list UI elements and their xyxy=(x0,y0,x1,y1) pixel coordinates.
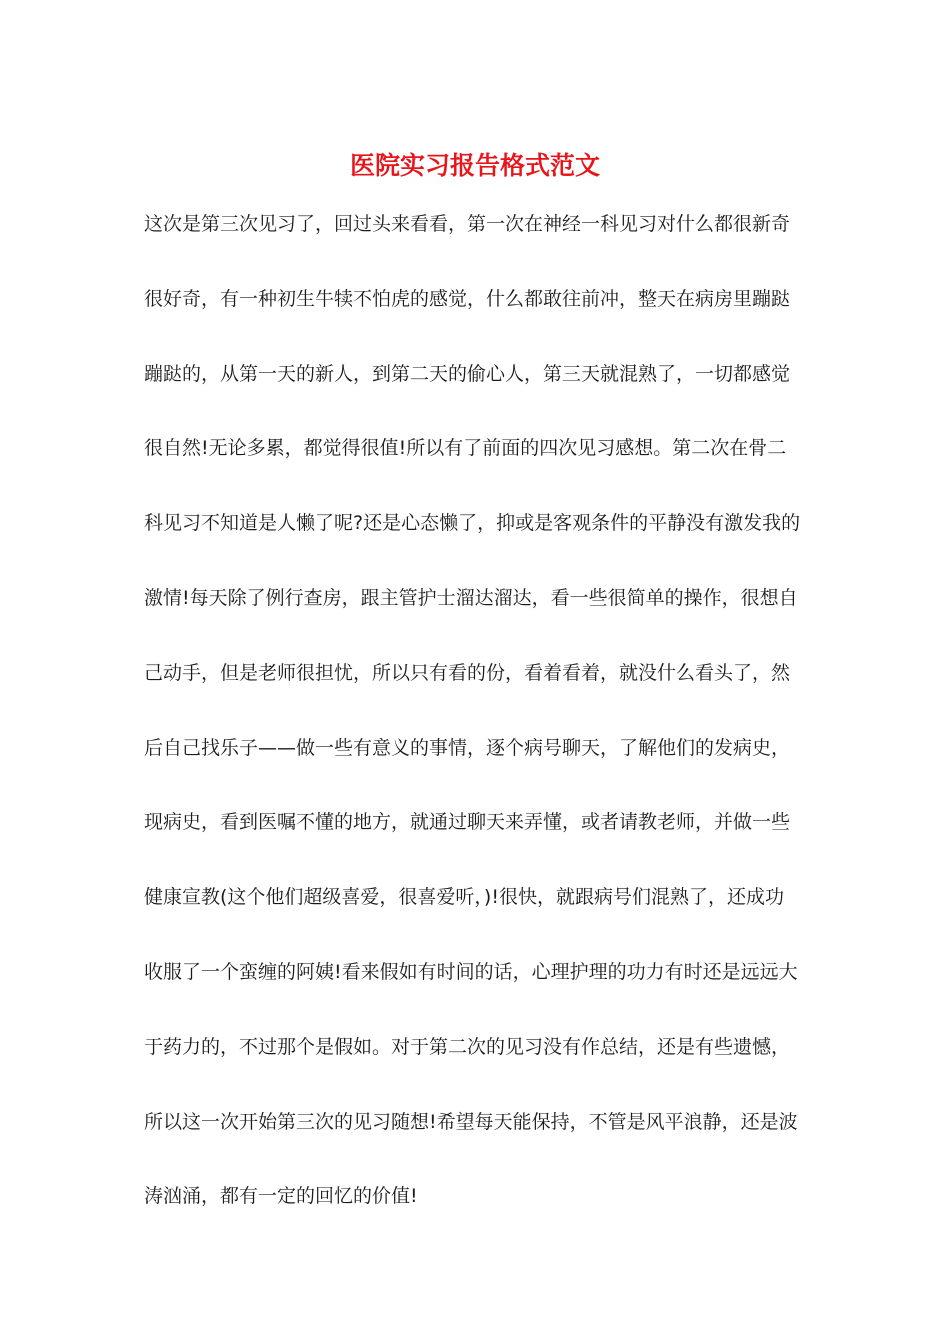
document-title: 医院实习报告格式范文 xyxy=(349,151,600,180)
body-line: 己动手，但是老师很担忧，所以只有看的份，看着看着，就没什么看头了，然 xyxy=(144,661,791,684)
body-line: 激情!每天除了例行查房，跟主管护士溜达溜达，看一些很简单的操作，很想自 xyxy=(144,586,798,609)
body-line: 很好奇，有一种初生牛犊不怕虎的感觉，什么都敢往前冲，整天在病房里蹦跶 xyxy=(144,287,791,310)
body-line: 现病史，看到医嘱不懂的地方，就通过聊天来弄懂，或者请教老师，并做一些 xyxy=(144,811,791,834)
body-line: 科见习不知道是人懒了呢?还是心态懒了，抑或是客观条件的平静没有激发我的 xyxy=(144,512,801,535)
body-line: 于药力的，不过那个是假如。对于第二次的见习没有作总结，还是有些遗憾， xyxy=(144,1035,791,1058)
body-line: 健康宣教(这个他们超级喜爱，很喜爱听，)!很快，就跟病号们混熟了，还成功 xyxy=(144,886,784,909)
document-body xyxy=(144,206,824,1253)
body-line: 所以这一次开始第三次的见习随想!希望每天能保持，不管是风平浪静，还是波 xyxy=(144,1110,798,1133)
body-line: 这次是第三次见习了，回过头来看看，第一次在神经一科见习对什么都很新奇 xyxy=(144,213,791,235)
body-line: 涛汹涌，都有一定的回忆的价值! xyxy=(144,1185,418,1208)
body-line: 收服了一个蛮缠的阿姨!看来假如有时间的话，心理护理的功力有时还是远远大 xyxy=(144,960,798,983)
body-line: 蹦跶的，从第一天的新人，到第二天的偷心人，第三天就混熟了，一切都感觉 xyxy=(144,362,791,385)
body-line: 后自己找乐子——做一些有意义的事情，逐个病号聊天，了解他们的发病史， xyxy=(144,736,791,759)
body-line: 很自然!无论多累，都觉得很值!所以有了前面的四次见习感想。第二次在骨二 xyxy=(144,437,787,460)
